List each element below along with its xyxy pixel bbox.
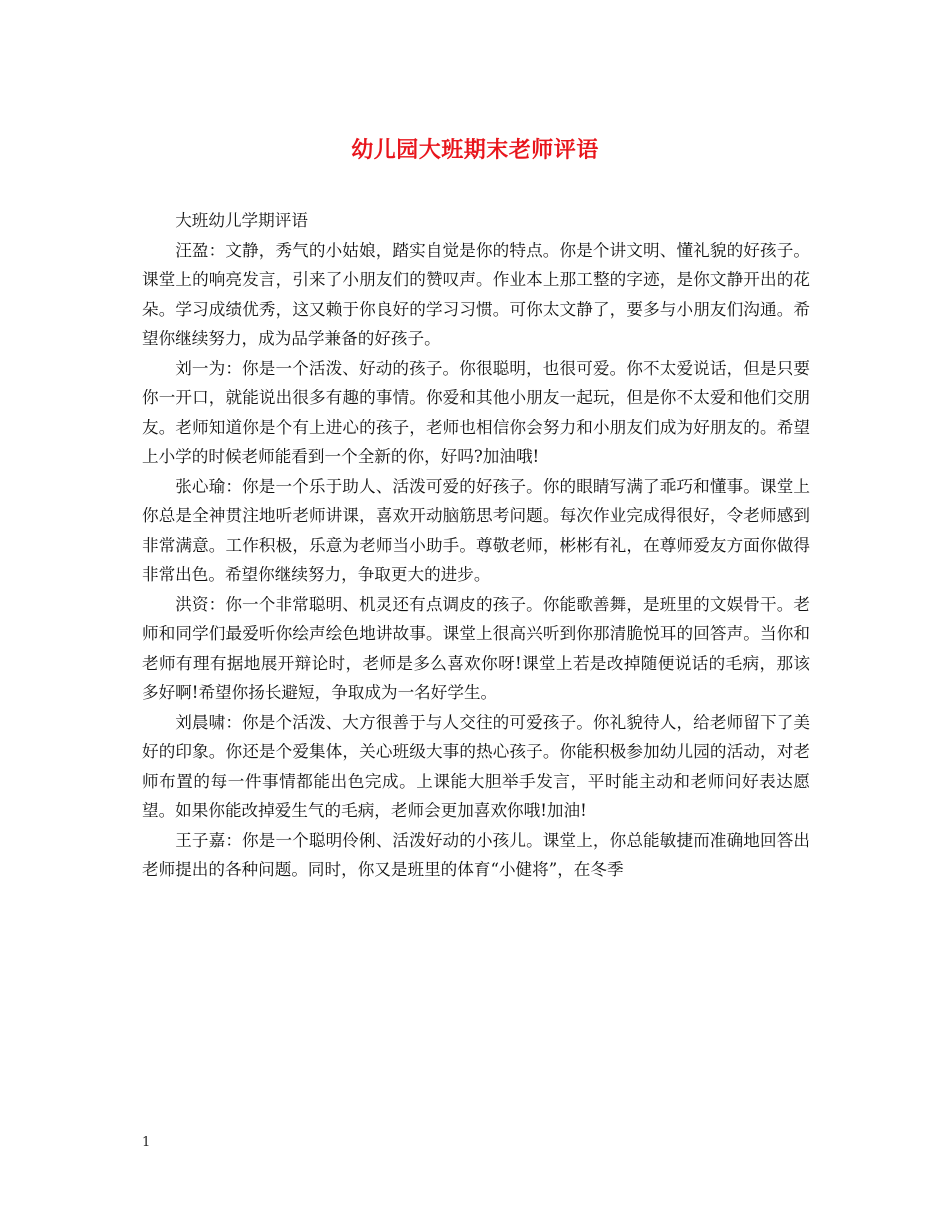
paragraph-zhang-xinyu: 张心瑜：你是一个乐于助人、活泼可爱的好孩子。你的眼睛写满了乖巧和懂事。课堂上你总是全神贯注地听老师讲课，喜欢开动脑筋思考问题。每次作业完成得很好，令老师感到非常满意。工作积极，乐意为老师当小助手。尊敬老师，彬彬有礼，在尊师爱友方面你做得非常出色。希望你继续努力，争取更大的进步。	[142, 476, 810, 584]
document-body	[142, 206, 810, 885]
paragraph-wang-ying: 汪盈：文静，秀气的小姑娘，踏实自觉是你的特点。你是个讲文明、懂礼貌的好孩子。课堂上的响亮发言，引来了小朋友们的赞叹声。作业本上那工整的字迹，是你文静开出的花朵。学习成绩优秀，这又赖于你良好的学习习惯。可你太文静了，要多与小朋友们沟通。希望你继续努力，成为品学兼备的好孩子。	[142, 240, 810, 348]
document-title: 幼儿园大班期末老师评语	[351, 137, 599, 163]
paragraph-wang-zijia: 王子嘉：你是一个聪明伶俐、活泼好动的小孩儿。课堂上，你总能敏捷而准确地回答出老师提出的各种问题。同时，你又是班里的体育“小健将”，在冬季	[142, 830, 810, 879]
paragraph-hong-zi: 洪资：你一个非常聪明、机灵还有点调皮的孩子。你能歌善舞，是班里的文娱骨干。老师和同学们最爱听你绘声绘色地讲故事。课堂上很高兴听到你那清脆悦耳的回答声。当你和老师有理有据地展开辩论时，老师是多么喜欢你呀!课堂上若是改掉随便说话的毛病，那该多好啊!希望你扬长避短，争取成为一名好学生。	[142, 594, 810, 702]
paragraph-liu-chenxiao: 刘晨啸：你是个活泼、大方很善于与人交往的可爱孩子。你礼貌待人，给老师留下了美好的印象。你还是个爱集体，关心班级大事的热心孩子。你能积极参加幼儿园的活动，对老师布置的每一件事情都能出色完成。上课能大胆举手发言，平时能主动和老师问好表达愿望。如果你能改掉爱生气的毛病，老师会更加喜欢你哦!加油!	[142, 712, 810, 820]
paragraph-heading: 大班幼儿学期评语	[175, 211, 308, 230]
paragraph-liu-yiwei: 刘一为：你是一个活泼、好动的孩子。你很聪明，也很可爱。你不太爱说话，但是只要你一开口，就能说出很多有趣的事情。你爱和其他小朋友一起玩，但是你不太爱和他们交朋友。老师知道你是个有上进心的孩子，老师也相信你会努力和小朋友们成为好朋友的。希望上小学的时候老师能看到一个全新的你，好吗?加油哦!	[142, 358, 810, 466]
page-number: 1	[142, 1135, 151, 1150]
